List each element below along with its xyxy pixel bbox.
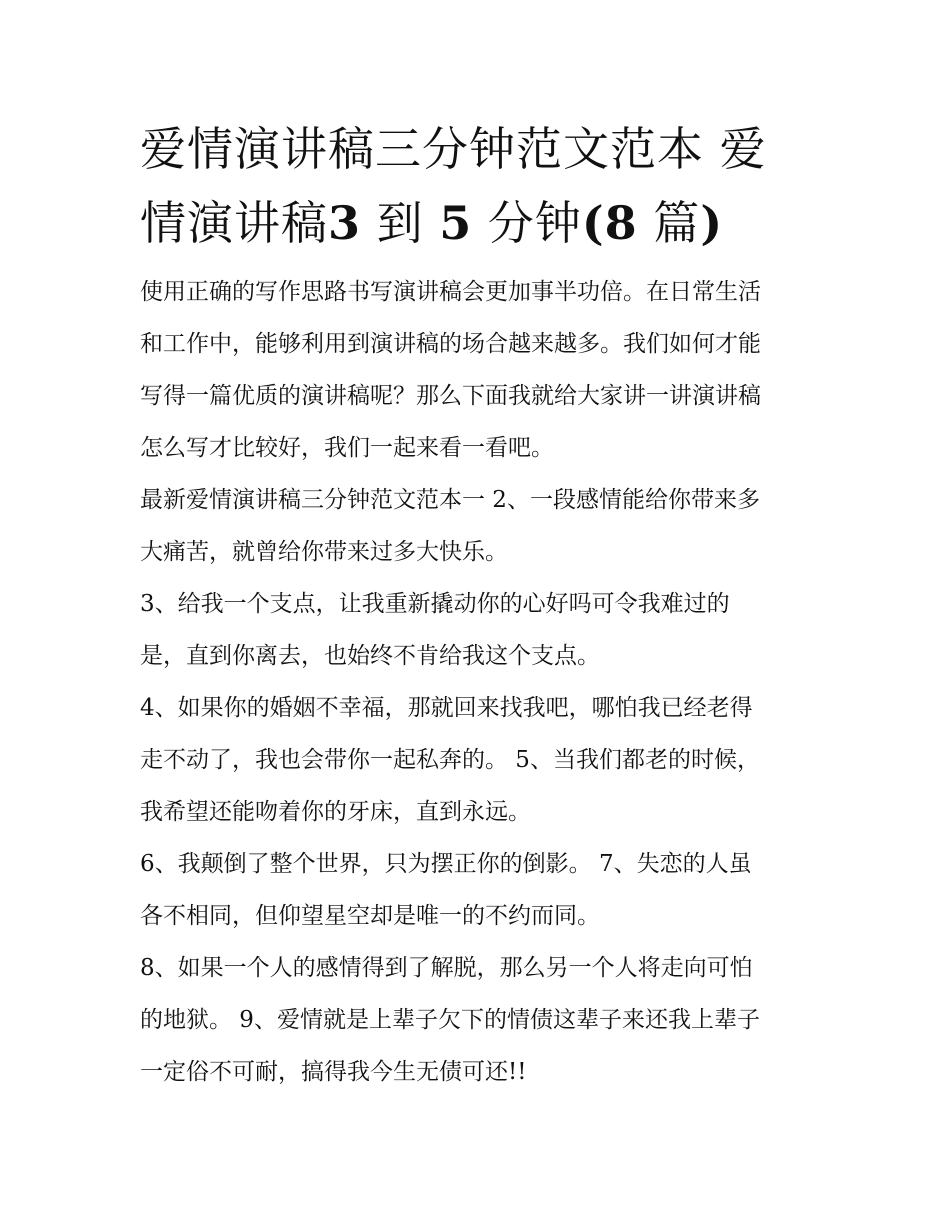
intro-paragraph <box>140 266 820 474</box>
text-line: 怎么写才比较好，我们一起来看一看吧。 <box>140 435 554 461</box>
title-number: 3 <box>328 196 362 250</box>
text-line: 我希望还能吻着你的牙床，直到永远。 <box>140 799 531 825</box>
text-line: 的地狱。 9、爱情就是上辈子欠下的情债这辈子来还我上辈子 <box>140 1007 760 1033</box>
text-line: 6、我颠倒了整个世界，只为摆正你的倒影。 7、失恋的人虽 <box>140 851 752 877</box>
text-line: 写得一篇优质的演讲稿呢？那么下面我就给大家讲一讲演讲稿 <box>140 383 761 409</box>
paragraph-5 <box>140 942 820 1098</box>
paragraph-4 <box>140 838 820 942</box>
paragraph-1 <box>140 474 820 578</box>
title-line-2 <box>140 186 820 260</box>
text-line: 3、给我一个支点，让我重新撬动你的心好吗可令我难过的 <box>140 591 730 617</box>
title-line-1: 爱情演讲稿三分钟范文范本 爱 <box>140 122 767 176</box>
text-line: 是，直到你离去，也始终不肯给我这个支点。 <box>140 643 600 669</box>
text-line: 各不相同，但仰望星空却是唯一的不约而同。 <box>140 903 600 929</box>
paragraph-3 <box>140 682 820 838</box>
text-line: 使用正确的写作思路书写演讲稿会更加事半功倍。在日常生活 <box>140 279 761 305</box>
text-line: 和工作中，能够利用到演讲稿的场合越来越多。我们如何才能 <box>140 331 761 357</box>
text-line: 4、如果你的婚姻不幸福，那就回来找我吧，哪怕我已经老得 <box>140 695 753 721</box>
title-text: 篇 <box>637 196 701 250</box>
title-text: 情演讲稿 <box>140 196 328 250</box>
title-paren: ) <box>700 196 724 250</box>
text-line: 大痛苦，就曾给你带来过多大快乐。 <box>140 539 508 565</box>
document-title <box>140 112 820 260</box>
document-page <box>140 112 820 1098</box>
title-text: 分钟 <box>472 196 582 250</box>
text-line: 8、如果一个人的感情得到了解脱，那么另一个人将走向可怕 <box>140 955 753 981</box>
paragraph-2 <box>140 578 820 682</box>
title-count: (8 <box>581 196 638 250</box>
title-number: 5 <box>439 196 473 250</box>
text-line: 走不动了，我也会带你一起私奔的。 5、当我们都老的时候， <box>140 747 760 773</box>
title-text: 到 <box>361 196 440 250</box>
text-line: 最新爱情演讲稿三分钟范文范本一 2、一段感情能给你带来多 <box>140 487 760 513</box>
text-line: 一定俗不可耐，搞得我今生无债可还!! <box>140 1059 527 1085</box>
